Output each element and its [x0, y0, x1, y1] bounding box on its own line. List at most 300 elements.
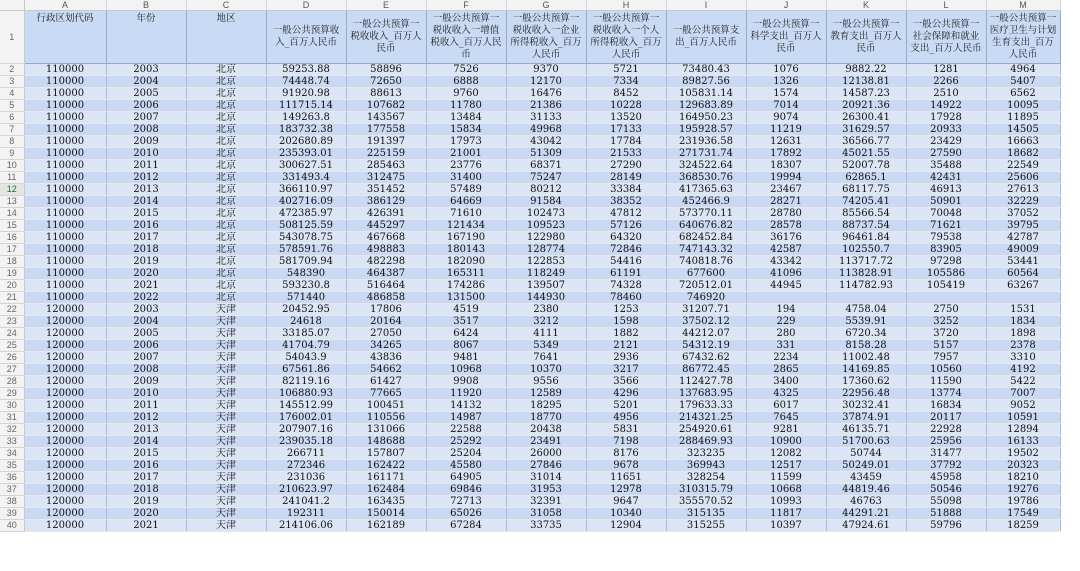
data-cell[interactable]: 4296 [586, 388, 666, 400]
data-cell[interactable]: 32391 [506, 496, 586, 508]
data-cell[interactable]: 31400 [426, 172, 506, 184]
data-cell[interactable]: 7007 [986, 388, 1060, 400]
data-cell[interactable]: 9281 [746, 424, 826, 436]
data-cell[interactable]: 3212 [506, 316, 586, 328]
data-cell[interactable]: 31207.71 [666, 304, 746, 316]
data-cell[interactable]: 79538 [906, 232, 986, 244]
column-header-K[interactable]: K [826, 0, 906, 11]
data-cell[interactable]: 19276 [986, 484, 1060, 496]
data-cell[interactable]: 105831.14 [666, 88, 746, 100]
data-cell[interactable]: 2004 [106, 76, 186, 88]
data-cell[interactable]: 9760 [426, 88, 506, 100]
data-cell[interactable]: 3252 [906, 316, 986, 328]
data-cell[interactable]: 50901 [906, 196, 986, 208]
data-cell[interactable]: 北京 [186, 76, 266, 88]
data-cell[interactable]: 149263.8 [266, 112, 346, 124]
data-cell[interactable]: 386129 [346, 196, 426, 208]
data-cell[interactable]: 5422 [986, 376, 1060, 388]
data-cell[interactable]: 2003 [106, 64, 186, 76]
data-cell[interactable]: 2750 [906, 304, 986, 316]
data-cell[interactable]: 59796 [906, 520, 986, 532]
data-cell[interactable]: 69846 [426, 484, 506, 496]
data-cell[interactable]: 10591 [986, 412, 1060, 424]
data-cell[interactable]: 天津 [186, 448, 266, 460]
data-cell[interactable]: 17133 [586, 124, 666, 136]
data-cell[interactable]: 33185.07 [266, 328, 346, 340]
data-cell[interactable]: 28578 [746, 220, 826, 232]
data-cell[interactable]: 2007 [106, 112, 186, 124]
data-cell[interactable]: 107682 [346, 100, 426, 112]
data-cell[interactable]: 110000 [24, 196, 106, 208]
data-cell[interactable]: 88613 [346, 88, 426, 100]
data-cell[interactable]: 54043.9 [266, 352, 346, 364]
data-cell[interactable]: 150014 [346, 508, 426, 520]
data-cell[interactable]: 120000 [24, 448, 106, 460]
data-cell[interactable]: 北京 [186, 220, 266, 232]
data-cell[interactable]: 12082 [746, 448, 826, 460]
data-cell[interactable]: 89827.56 [666, 76, 746, 88]
data-cell[interactable]: 17973 [426, 136, 506, 148]
data-cell[interactable]: 18259 [986, 520, 1060, 532]
data-cell[interactable]: 543078.75 [266, 232, 346, 244]
data-cell[interactable]: 北京 [186, 292, 266, 304]
row-number[interactable]: 22 [0, 304, 24, 316]
data-cell[interactable]: 45021.55 [826, 148, 906, 160]
data-cell[interactable]: 53441 [986, 256, 1060, 268]
data-cell[interactable]: 6720.34 [826, 328, 906, 340]
data-cell[interactable]: 37052 [986, 208, 1060, 220]
data-cell[interactable]: 天津 [186, 352, 266, 364]
data-cell[interactable]: 2006 [106, 340, 186, 352]
data-cell[interactable]: 25956 [906, 436, 986, 448]
data-cell[interactable]: 12170 [506, 76, 586, 88]
data-cell[interactable]: 80212 [506, 184, 586, 196]
data-cell[interactable]: 121434 [426, 220, 506, 232]
data-cell[interactable]: 9556 [506, 376, 586, 388]
data-cell[interactable]: 9481 [426, 352, 506, 364]
data-cell[interactable]: 266711 [266, 448, 346, 460]
data-cell[interactable]: 1281 [906, 64, 986, 76]
data-cell[interactable]: 51888 [906, 508, 986, 520]
data-cell[interactable]: 51700.63 [826, 436, 906, 448]
data-cell[interactable]: 3566 [586, 376, 666, 388]
data-cell[interactable]: 88737.54 [826, 220, 906, 232]
data-cell[interactable]: 8176 [586, 448, 666, 460]
data-cell[interactable]: 22549 [986, 160, 1060, 172]
data-cell[interactable]: 22956.48 [826, 388, 906, 400]
data-cell[interactable]: 195928.57 [666, 124, 746, 136]
data-cell[interactable]: 21001 [426, 148, 506, 160]
data-cell[interactable]: 310315.79 [666, 484, 746, 496]
data-cell[interactable]: 573770.11 [666, 208, 746, 220]
header-cell[interactable]: 一般公共预算一税收收入一个人所得税收入_百万人民币 [586, 11, 666, 64]
data-cell[interactable]: 312475 [346, 172, 426, 184]
data-cell[interactable]: 北京 [186, 64, 266, 76]
data-cell[interactable]: 120000 [24, 484, 106, 496]
data-cell[interactable]: 2865 [746, 364, 826, 376]
data-cell[interactable]: 天津 [186, 424, 266, 436]
data-cell[interactable]: 北京 [186, 100, 266, 112]
row-number[interactable]: 3 [0, 76, 24, 88]
data-cell[interactable]: 163435 [346, 496, 426, 508]
data-cell[interactable]: 581709.94 [266, 256, 346, 268]
data-cell[interactable]: 120000 [24, 496, 106, 508]
data-cell[interactable]: 62865.1 [826, 172, 906, 184]
data-cell[interactable]: 64669 [426, 196, 506, 208]
data-cell[interactable]: 482298 [346, 256, 426, 268]
data-cell[interactable]: 23467 [746, 184, 826, 196]
row-number[interactable]: 28 [0, 376, 24, 388]
data-cell[interactable]: 114782.93 [826, 280, 906, 292]
data-cell[interactable]: 5407 [986, 76, 1060, 88]
data-cell[interactable]: 14169.85 [826, 364, 906, 376]
data-cell[interactable]: 20452.95 [266, 304, 346, 316]
data-cell[interactable]: 31477 [906, 448, 986, 460]
data-cell[interactable]: 472385.97 [266, 208, 346, 220]
data-cell[interactable]: 5157 [906, 340, 986, 352]
data-cell[interactable]: 44291.21 [826, 508, 906, 520]
data-cell[interactable]: 74328 [586, 280, 666, 292]
data-cell[interactable]: 1253 [586, 304, 666, 316]
data-cell[interactable]: 17360.62 [826, 376, 906, 388]
data-cell[interactable]: 50249.01 [826, 460, 906, 472]
data-cell[interactable]: 2005 [106, 328, 186, 340]
data-cell[interactable]: 110000 [24, 160, 106, 172]
data-cell[interactable]: 75247 [506, 172, 586, 184]
data-cell[interactable] [906, 292, 986, 304]
data-cell[interactable]: 18682 [986, 148, 1060, 160]
data-cell[interactable]: 20117 [906, 412, 986, 424]
data-cell[interactable]: 10668 [746, 484, 826, 496]
data-cell[interactable]: 72713 [426, 496, 506, 508]
data-cell[interactable]: 110000 [24, 256, 106, 268]
data-cell[interactable]: 天津 [186, 316, 266, 328]
data-cell[interactable]: 2020 [106, 268, 186, 280]
header-cell[interactable]: 一般公共预算一医疗卫生与计划生育支出_百万人民币 [986, 11, 1060, 64]
data-cell[interactable]: 2011 [106, 160, 186, 172]
data-cell[interactable]: 72650 [346, 76, 426, 88]
data-cell[interactable]: 498883 [346, 244, 426, 256]
data-cell[interactable]: 19502 [986, 448, 1060, 460]
data-cell[interactable]: 31629.57 [826, 124, 906, 136]
row-number[interactable]: 32 [0, 424, 24, 436]
data-cell[interactable]: 143567 [346, 112, 426, 124]
data-cell[interactable]: 1598 [586, 316, 666, 328]
data-cell[interactable]: 25606 [986, 172, 1060, 184]
data-cell[interactable]: 2020 [106, 508, 186, 520]
data-cell[interactable]: 740818.76 [666, 256, 746, 268]
data-cell[interactable]: 46763 [826, 496, 906, 508]
data-cell[interactable]: 2010 [106, 148, 186, 160]
data-cell[interactable]: 120000 [24, 472, 106, 484]
data-cell[interactable]: 102550.7 [826, 244, 906, 256]
data-cell[interactable]: 20933 [906, 124, 986, 136]
data-cell[interactable]: 12517 [746, 460, 826, 472]
data-cell[interactable]: 天津 [186, 472, 266, 484]
header-cell[interactable]: 一般公共预算收入_百万人民币 [266, 11, 346, 64]
data-cell[interactable]: 192311 [266, 508, 346, 520]
data-cell[interactable]: 368530.76 [666, 172, 746, 184]
data-cell[interactable]: 112427.78 [666, 376, 746, 388]
column-header-J[interactable]: J [746, 0, 826, 11]
data-cell[interactable]: 73480.43 [666, 64, 746, 76]
data-cell[interactable]: 39795 [986, 220, 1060, 232]
row-number[interactable]: 39 [0, 508, 24, 520]
data-cell[interactable]: 144930 [506, 292, 586, 304]
data-cell[interactable]: 9678 [586, 460, 666, 472]
row-number[interactable]: 17 [0, 244, 24, 256]
data-cell[interactable]: 137683.95 [666, 388, 746, 400]
data-cell[interactable]: 33735 [506, 520, 586, 532]
data-cell[interactable]: 110000 [24, 136, 106, 148]
data-cell[interactable]: 328254 [666, 472, 746, 484]
data-cell[interactable]: 36566.77 [826, 136, 906, 148]
data-cell[interactable]: 天津 [186, 340, 266, 352]
data-cell[interactable]: 2016 [106, 460, 186, 472]
header-cell[interactable]: 行政区划代码 [24, 11, 106, 64]
data-cell[interactable]: 285463 [346, 160, 426, 172]
column-header-G[interactable]: G [506, 0, 586, 11]
data-cell[interactable]: 7957 [906, 352, 986, 364]
data-cell[interactable]: 2234 [746, 352, 826, 364]
data-cell[interactable]: 16133 [986, 436, 1060, 448]
data-cell[interactable]: 17892 [746, 148, 826, 160]
data-cell[interactable]: 北京 [186, 208, 266, 220]
data-cell[interactable]: 2006 [106, 100, 186, 112]
data-cell[interactable]: 272346 [266, 460, 346, 472]
data-cell[interactable]: 182090 [426, 256, 506, 268]
data-cell[interactable]: 110000 [24, 124, 106, 136]
column-header-F[interactable]: F [426, 0, 506, 11]
data-cell[interactable]: 2018 [106, 484, 186, 496]
header-cell[interactable]: 年份 [106, 11, 186, 64]
data-cell[interactable]: 85566.54 [826, 208, 906, 220]
row-number[interactable]: 25 [0, 340, 24, 352]
data-cell[interactable]: 22928 [906, 424, 986, 436]
data-cell[interactable]: 464387 [346, 268, 426, 280]
data-cell[interactable]: 北京 [186, 280, 266, 292]
data-cell[interactable]: 北京 [186, 256, 266, 268]
data-cell[interactable]: 16476 [506, 88, 586, 100]
row-number[interactable]: 15 [0, 220, 24, 232]
data-cell[interactable]: 4519 [426, 304, 506, 316]
data-cell[interactable]: 300627.51 [266, 160, 346, 172]
data-cell[interactable]: 31058 [506, 508, 586, 520]
data-cell[interactable]: 20438 [506, 424, 586, 436]
data-cell[interactable]: 北京 [186, 124, 266, 136]
data-cell[interactable]: 27846 [506, 460, 586, 472]
data-cell[interactable]: 139507 [506, 280, 586, 292]
data-cell[interactable]: 2936 [586, 352, 666, 364]
data-cell[interactable]: 57126 [586, 220, 666, 232]
data-cell[interactable]: 4964 [986, 64, 1060, 76]
data-cell[interactable]: 9908 [426, 376, 506, 388]
data-cell[interactable]: 23776 [426, 160, 506, 172]
data-cell[interactable]: 2013 [106, 184, 186, 196]
data-cell[interactable]: 18770 [506, 412, 586, 424]
data-cell[interactable]: 28149 [586, 172, 666, 184]
data-cell[interactable]: 2019 [106, 256, 186, 268]
data-cell[interactable]: 11599 [746, 472, 826, 484]
header-cell[interactable]: 一般公共预算一社会保障和就业支出_百万人民币 [906, 11, 986, 64]
data-cell[interactable]: 324522.64 [666, 160, 746, 172]
data-cell[interactable]: 110000 [24, 232, 106, 244]
data-cell[interactable]: 426391 [346, 208, 426, 220]
data-cell[interactable]: 10370 [506, 364, 586, 376]
data-cell[interactable]: 17928 [906, 112, 986, 124]
data-cell[interactable]: 110000 [24, 76, 106, 88]
data-cell[interactable]: 2015 [106, 448, 186, 460]
data-cell[interactable]: 67284 [426, 520, 506, 532]
data-cell[interactable]: 74205.41 [826, 196, 906, 208]
data-cell[interactable]: 1834 [986, 316, 1060, 328]
data-cell[interactable]: 10560 [906, 364, 986, 376]
data-cell[interactable]: 2008 [106, 124, 186, 136]
data-cell[interactable]: 47812 [586, 208, 666, 220]
header-cell[interactable]: 一般公共预算一科学支出_百万人民币 [746, 11, 826, 64]
data-cell[interactable]: 31133 [506, 112, 586, 124]
data-cell[interactable]: 315255 [666, 520, 746, 532]
data-cell[interactable]: 43342 [746, 256, 826, 268]
column-header-H[interactable]: H [586, 0, 666, 11]
data-cell[interactable]: 28780 [746, 208, 826, 220]
data-cell[interactable]: 682452.84 [666, 232, 746, 244]
data-cell[interactable]: 42787 [986, 232, 1060, 244]
data-cell[interactable]: 110000 [24, 148, 106, 160]
data-cell[interactable]: 41704.79 [266, 340, 346, 352]
data-cell[interactable]: 369943 [666, 460, 746, 472]
data-cell[interactable]: 67561.86 [266, 364, 346, 376]
data-cell[interactable]: 578591.76 [266, 244, 346, 256]
data-cell[interactable]: 2017 [106, 232, 186, 244]
data-cell[interactable]: 2378 [986, 340, 1060, 352]
header-cell[interactable]: 一般公共预算一教育支出_百万人民币 [826, 11, 906, 64]
data-cell[interactable]: 6017 [746, 400, 826, 412]
data-cell[interactable]: 165311 [426, 268, 506, 280]
data-cell[interactable]: 179633.33 [666, 400, 746, 412]
data-cell[interactable]: 1574 [746, 88, 826, 100]
data-cell[interactable]: 47924.61 [826, 520, 906, 532]
data-cell[interactable]: 2021 [106, 520, 186, 532]
data-cell[interactable]: 110000 [24, 64, 106, 76]
data-cell[interactable]: 131500 [426, 292, 506, 304]
data-cell[interactable]: 2510 [906, 88, 986, 100]
data-cell[interactable]: 1898 [986, 328, 1060, 340]
data-cell[interactable]: 25292 [426, 436, 506, 448]
data-cell[interactable]: 180143 [426, 244, 506, 256]
data-cell[interactable]: 2121 [586, 340, 666, 352]
data-cell[interactable]: 4956 [586, 412, 666, 424]
data-cell[interactable]: 4192 [986, 364, 1060, 376]
data-cell[interactable]: 162422 [346, 460, 426, 472]
data-cell[interactable]: 2009 [106, 376, 186, 388]
data-cell[interactable]: 445297 [346, 220, 426, 232]
row-number[interactable]: 36 [0, 472, 24, 484]
row-number[interactable]: 30 [0, 400, 24, 412]
data-cell[interactable]: 16834 [906, 400, 986, 412]
data-cell[interactable]: 45958 [906, 472, 986, 484]
data-cell[interactable]: 2012 [106, 172, 186, 184]
data-cell[interactable]: 5721 [586, 64, 666, 76]
data-cell[interactable]: 74448.74 [266, 76, 346, 88]
data-cell[interactable]: 31953 [506, 484, 586, 496]
data-cell[interactable]: 63267 [986, 280, 1060, 292]
data-cell[interactable]: 2012 [106, 412, 186, 424]
data-cell[interactable]: 天津 [186, 376, 266, 388]
data-cell[interactable]: 59253.88 [266, 64, 346, 76]
data-cell[interactable]: 120000 [24, 388, 106, 400]
data-cell[interactable]: 129683.89 [666, 100, 746, 112]
data-cell[interactable]: 42587 [746, 244, 826, 256]
data-cell[interactable]: 280 [746, 328, 826, 340]
data-cell[interactable]: 57489 [426, 184, 506, 196]
row-number[interactable]: 23 [0, 316, 24, 328]
data-cell[interactable]: 4758.04 [826, 304, 906, 316]
data-cell[interactable]: 10900 [746, 436, 826, 448]
data-cell[interactable]: 91584 [506, 196, 586, 208]
data-cell[interactable]: 113828.91 [826, 268, 906, 280]
data-cell[interactable] [746, 292, 826, 304]
row-number[interactable]: 8 [0, 136, 24, 148]
data-cell[interactable]: 27050 [346, 328, 426, 340]
row-number[interactable]: 1 [0, 11, 24, 64]
data-cell[interactable]: 323235 [666, 448, 746, 460]
data-cell[interactable]: 225159 [346, 148, 426, 160]
data-cell[interactable]: 44212.07 [666, 328, 746, 340]
data-cell[interactable]: 120000 [24, 424, 106, 436]
data-cell[interactable]: 54662 [346, 364, 426, 376]
data-cell[interactable]: 9882.22 [826, 64, 906, 76]
data-cell[interactable]: 41096 [746, 268, 826, 280]
data-cell[interactable]: 105586 [906, 268, 986, 280]
data-cell[interactable]: 214321.25 [666, 412, 746, 424]
data-cell[interactable]: 49009 [986, 244, 1060, 256]
data-cell[interactable]: 331 [746, 340, 826, 352]
data-cell[interactable]: 148688 [346, 436, 426, 448]
data-cell[interactable]: 355570.52 [666, 496, 746, 508]
data-cell[interactable]: 35488 [906, 160, 986, 172]
data-cell[interactable]: 20323 [986, 460, 1060, 472]
data-cell[interactable]: 54416 [586, 256, 666, 268]
data-cell[interactable]: 131066 [346, 424, 426, 436]
data-cell[interactable]: 164950.23 [666, 112, 746, 124]
data-cell[interactable]: 210623.97 [266, 484, 346, 496]
data-cell[interactable] [826, 292, 906, 304]
data-cell[interactable]: 10228 [586, 100, 666, 112]
row-number[interactable]: 2 [0, 64, 24, 76]
row-number[interactable]: 35 [0, 460, 24, 472]
data-cell[interactable]: 61191 [586, 268, 666, 280]
data-cell[interactable]: 110556 [346, 412, 426, 424]
data-cell[interactable]: 128774 [506, 244, 586, 256]
data-cell[interactable]: 1531 [986, 304, 1060, 316]
data-cell[interactable]: 157807 [346, 448, 426, 460]
data-cell[interactable]: 110000 [24, 100, 106, 112]
data-cell[interactable]: 1326 [746, 76, 826, 88]
data-cell[interactable]: 145512.99 [266, 400, 346, 412]
data-cell[interactable]: 109523 [506, 220, 586, 232]
data-cell[interactable]: 214106.06 [266, 520, 346, 532]
row-number[interactable]: 6 [0, 112, 24, 124]
data-cell[interactable]: 3720 [906, 328, 986, 340]
data-cell[interactable]: 467668 [346, 232, 426, 244]
data-cell[interactable]: 33384 [586, 184, 666, 196]
data-cell[interactable]: 19786 [986, 496, 1060, 508]
data-cell[interactable]: 6562 [986, 88, 1060, 100]
column-header-D[interactable]: D [266, 0, 346, 11]
data-cell[interactable]: 315135 [666, 508, 746, 520]
data-cell[interactable]: 37792 [906, 460, 986, 472]
